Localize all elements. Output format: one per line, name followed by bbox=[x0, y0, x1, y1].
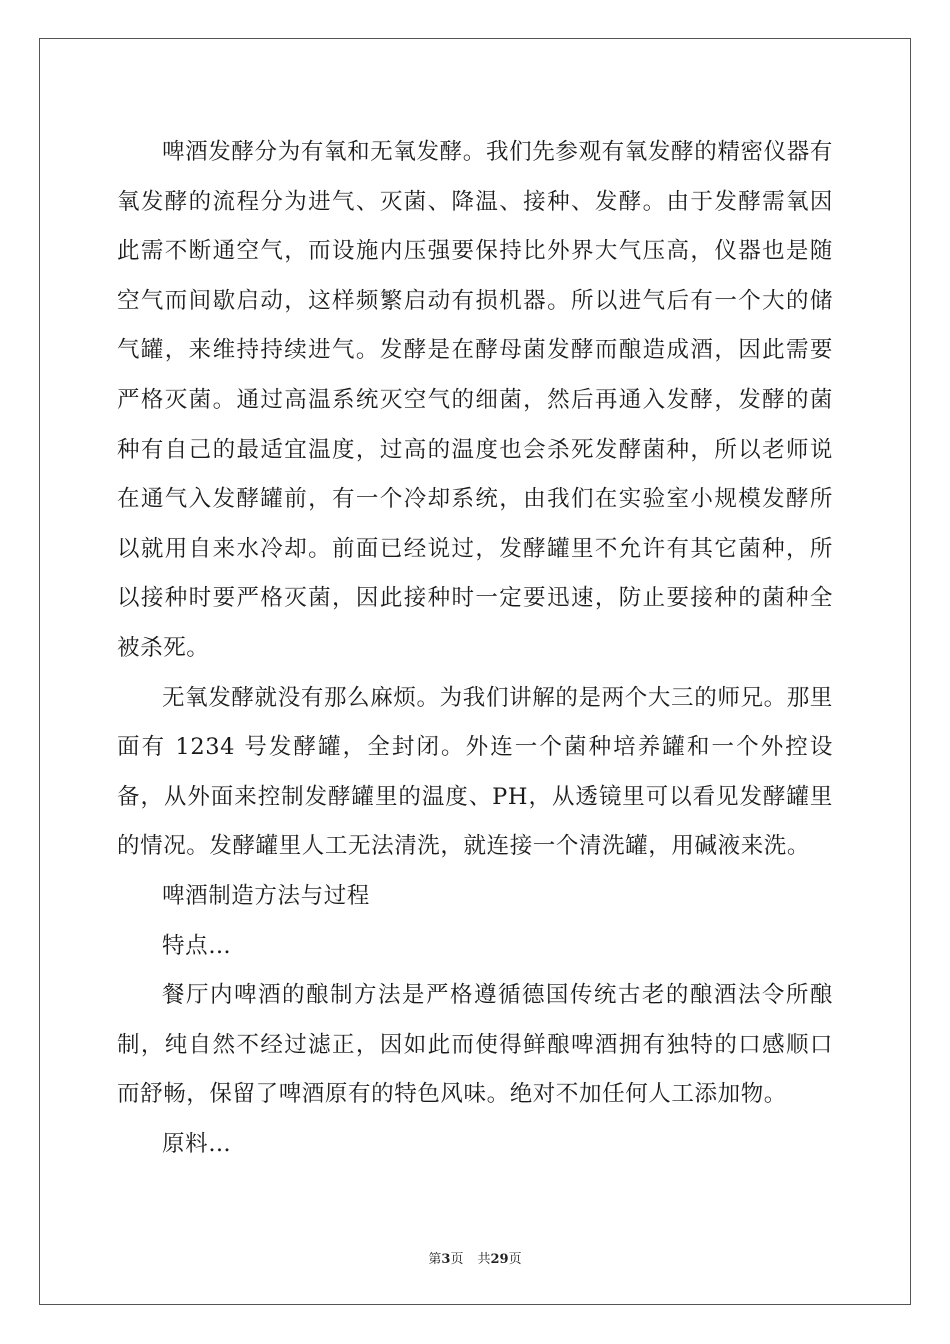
heading-beer-method: 啤酒制造方法与过程 bbox=[162, 882, 370, 909]
total-suffix: 页 bbox=[508, 1252, 522, 1267]
total-pages: 29 bbox=[490, 1252, 509, 1267]
heading-features: 特点… bbox=[162, 932, 232, 959]
page-suffix: 页 bbox=[450, 1252, 464, 1267]
page-footer bbox=[0, 1248, 950, 1267]
paragraph-anaerobic-fermentation: 无氧发酵就没有那么麻烦。为我们讲解的是两个大三的师兄。那里面有 1234 号发酵罐，全封闭。外连一个菌种培养罐和一个外控设备，从外面来控制发酵罐里的温度、PH，从透镜里可以看见发酵罐里的情况。发酵罐里人工无法清洗，就连接一个清洗罐，用碱液来洗。 bbox=[117, 684, 833, 860]
heading-ingredients: 原料… bbox=[162, 1130, 232, 1157]
page-prefix: 第 bbox=[428, 1252, 442, 1267]
total-prefix: 共 bbox=[477, 1252, 491, 1267]
paragraph-aerobic-fermentation: 啤酒发酵分为有氧和无氧发酵。我们先参观有氧发酵的精密仪器有氧发酵的流程分为进气、灭菌、降温、接种、发酵。由于发酵需氧因此需不断通空气，而设施内压强要保持比外界大气压高，仪器也是随空气而间歇启动，这样频繁启动有损机器。所以进气后有一个大的储气罐，来维持持续进气。发酵是在酵母菌发酵而酿造成酒，因此需要严格灭菌。通过高温系统灭空气的细菌，然后再通入发酵，发酵的菌种有自己的最适宜温度，过高的温度也会杀死发酵菌种，所以老师说在通气入发酵罐前，有一个冷却系统，由我们在实验室小规模发酵所以就用自来水冷却。前面已经说过，发酵罐里不允许有其它菌种，所以接种时要严格灭菌，因此接种时一定要迅速，防止要接种的菌种全被杀死。 bbox=[117, 139, 833, 661]
paragraph-brewing-method: 餐厅内啤酒的酿制方法是严格遵循德国传统古老的酿酒法令所酿制，纯自然不经过滤正，因如此而使得鲜酿啤酒拥有独特的口感顺口而舒畅，保留了啤酒原有的特色风味。绝对不加任何人工添加物。 bbox=[117, 982, 833, 1108]
page-number: 3 bbox=[441, 1252, 451, 1267]
document-body bbox=[117, 128, 833, 1169]
